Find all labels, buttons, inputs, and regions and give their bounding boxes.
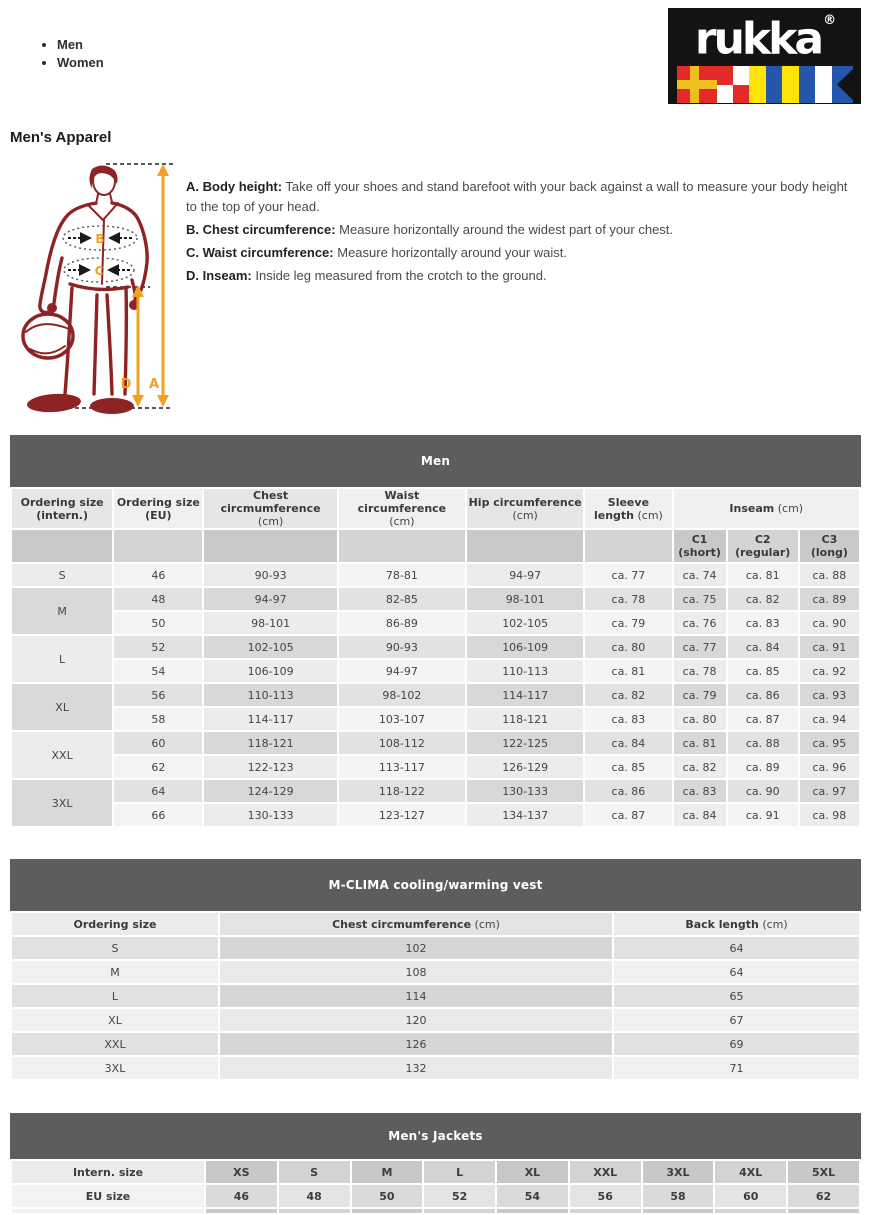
- men-value-cell: ca. 97: [800, 780, 859, 802]
- men-value-cell: 98-101: [467, 588, 583, 610]
- men-col-header: Ordering size (EU): [114, 489, 202, 528]
- men-subheader: C3 (long): [800, 530, 859, 562]
- men-value-cell: 106-109: [204, 660, 336, 682]
- men-value-cell: ca. 95: [800, 732, 859, 754]
- men-value-cell: 62: [114, 756, 202, 778]
- men-value-cell: ca. 76: [674, 612, 726, 634]
- men-value-cell: ca. 78: [674, 660, 726, 682]
- men-table-title: Men: [10, 435, 861, 487]
- men-value-cell: ca. 77: [585, 564, 671, 586]
- chest-measure: [63, 226, 137, 250]
- men-table-row: [12, 708, 859, 730]
- men-col-header: Ordering size (intern.): [12, 489, 112, 528]
- jackets-value-cell: [352, 1209, 423, 1213]
- men-value-cell: 124-129: [204, 780, 336, 802]
- men-value-cell: 60: [114, 732, 202, 754]
- jackets-table-title: Men's Jackets: [10, 1113, 861, 1159]
- men-table-row: [12, 756, 859, 778]
- men-table-row: [12, 660, 859, 682]
- mclima-value-cell: 67: [614, 1009, 859, 1031]
- jackets-value-cell: 54: [497, 1185, 568, 1207]
- men-value-cell: 110-113: [467, 660, 583, 682]
- men-value-cell: ca. 94: [800, 708, 859, 730]
- men-value-cell: 98-101: [204, 612, 336, 634]
- brand-text: rukka: [694, 13, 822, 65]
- men-value-cell: ca. 80: [585, 636, 671, 658]
- men-value-cell: ca. 86: [728, 684, 798, 706]
- measuring-instructions: [186, 156, 861, 420]
- mclima-table-row: [12, 961, 859, 983]
- page-title: Men's Apparel: [10, 129, 112, 146]
- mclima-value-cell: XXL: [12, 1033, 218, 1055]
- men-col-header: Hip circumference (cm): [467, 489, 583, 528]
- men-value-cell: ca. 91: [728, 804, 798, 826]
- jackets-value-cell: [424, 1209, 495, 1213]
- men-value-cell: 48: [114, 588, 202, 610]
- signal-flag-r-icon: [677, 66, 717, 103]
- men-value-cell: 86-89: [339, 612, 465, 634]
- signal-flag-a-icon: [815, 66, 853, 103]
- men-table-row: [12, 732, 859, 754]
- instruction-body-height: A. Body height: Take off your shoes and stand barefoot with your back against a wall to measure your body height to the top of your head.: [186, 179, 848, 214]
- men-value-cell: ca. 84: [585, 732, 671, 754]
- men-value-cell: ca. 81: [674, 732, 726, 754]
- men-value-cell: 110-113: [204, 684, 336, 706]
- body-height-arrow: [149, 164, 169, 407]
- men-value-cell: ca. 81: [585, 660, 671, 682]
- men-value-cell: 113-117: [339, 756, 465, 778]
- mclima-value-cell: 64: [614, 961, 859, 983]
- men-value-cell: ca. 85: [585, 756, 671, 778]
- men-size-cell: XL: [12, 684, 112, 730]
- men-value-cell: 98-102: [339, 684, 465, 706]
- mclima-table-block: [10, 859, 861, 1081]
- men-subheader-empty: [467, 530, 583, 562]
- men-value-cell: 90-93: [204, 564, 336, 586]
- measuring-guide: [10, 156, 861, 420]
- mclima-col-header: Ordering size: [12, 913, 218, 935]
- jackets-table-row: [12, 1185, 859, 1207]
- men-table-row: [12, 564, 859, 586]
- men-table-row: [12, 684, 859, 706]
- waist-label: C: [94, 264, 104, 278]
- helmet-icon: [23, 314, 73, 358]
- jackets-value-cell: [206, 1209, 277, 1213]
- men-value-cell: 108-112: [339, 732, 465, 754]
- jackets-value-cell: XL: [497, 1161, 568, 1183]
- men-size-cell: XXL: [12, 732, 112, 778]
- brand-wordmark: [668, 10, 861, 65]
- men-value-cell: 114-117: [204, 708, 336, 730]
- instruction-chest: B. Chest circumference: Measure horizontally around the widest part of your chest.: [186, 222, 674, 237]
- men-value-cell: ca. 78: [585, 588, 671, 610]
- men-value-cell: 50: [114, 612, 202, 634]
- men-value-cell: ca. 85: [728, 660, 798, 682]
- jackets-value-cell: 62: [788, 1185, 859, 1207]
- men-size-cell: L: [12, 636, 112, 682]
- men-value-cell: ca. 83: [585, 708, 671, 730]
- jackets-value-cell: [788, 1209, 859, 1213]
- men-subheader-empty: [114, 530, 202, 562]
- mclima-value-cell: 64: [614, 937, 859, 959]
- men-value-cell: 102-105: [204, 636, 336, 658]
- men-value-cell: ca. 84: [728, 636, 798, 658]
- men-subheader-empty: [585, 530, 671, 562]
- men-value-cell: 94-97: [339, 660, 465, 682]
- men-value-cell: 94-97: [204, 588, 336, 610]
- men-value-cell: 130-133: [204, 804, 336, 826]
- men-value-cell: 102-105: [467, 612, 583, 634]
- men-value-cell: ca. 90: [728, 780, 798, 802]
- mclima-value-cell: 102: [220, 937, 612, 959]
- men-table-row: [12, 804, 859, 826]
- mclima-value-cell: 126: [220, 1033, 612, 1055]
- men-value-cell: 90-93: [339, 636, 465, 658]
- jackets-clipped-row: [12, 1209, 859, 1213]
- men-value-cell: ca. 91: [800, 636, 859, 658]
- mclima-value-cell: M: [12, 961, 218, 983]
- men-value-cell: 66: [114, 804, 202, 826]
- jackets-value-cell: XXL: [570, 1161, 641, 1183]
- instruction-waist: C. Waist circumference: Measure horizontally around your waist.: [186, 245, 568, 260]
- signal-flag-k-icon: [749, 66, 782, 103]
- mclima-value-cell: 71: [614, 1057, 859, 1079]
- jackets-size-table: [10, 1159, 861, 1215]
- men-value-cell: ca. 93: [800, 684, 859, 706]
- registered-mark: ®: [823, 13, 837, 28]
- men-value-cell: ca. 88: [728, 732, 798, 754]
- mclima-table-row: [12, 1057, 859, 1079]
- instruction-inseam: D. Inseam: Inside leg measured from the crotch to the ground.: [186, 268, 547, 283]
- men-value-cell: ca. 81: [728, 564, 798, 586]
- jackets-value-cell: [497, 1209, 568, 1213]
- men-value-cell: ca. 82: [585, 684, 671, 706]
- men-value-cell: ca. 83: [674, 780, 726, 802]
- men-value-cell: ca. 89: [728, 756, 798, 778]
- men-value-cell: 122-123: [204, 756, 336, 778]
- men-subheader-empty: [339, 530, 465, 562]
- men-value-cell: ca. 92: [800, 660, 859, 682]
- mclima-value-cell: S: [12, 937, 218, 959]
- men-size-table: [10, 487, 861, 828]
- men-col-header: Chest circmumference (cm): [204, 489, 336, 528]
- men-value-cell: ca. 96: [800, 756, 859, 778]
- mclima-value-cell: 69: [614, 1033, 859, 1055]
- mclima-value-cell: 108: [220, 961, 612, 983]
- jackets-value-cell: 60: [715, 1185, 786, 1207]
- men-value-cell: 56: [114, 684, 202, 706]
- men-value-cell: 64: [114, 780, 202, 802]
- men-value-cell: 126-129: [467, 756, 583, 778]
- jackets-row-label: Intern. size: [12, 1161, 204, 1183]
- men-value-cell: ca. 89: [800, 588, 859, 610]
- men-value-cell: 122-125: [467, 732, 583, 754]
- men-table-row: [12, 612, 859, 634]
- men-col-header: Waist circumference (cm): [339, 489, 465, 528]
- men-value-cell: ca. 79: [585, 612, 671, 634]
- men-value-cell: ca. 98: [800, 804, 859, 826]
- men-value-cell: 118-121: [204, 732, 336, 754]
- measurement-figure: [10, 156, 178, 420]
- mclima-value-cell: XL: [12, 1009, 218, 1031]
- men-value-cell: 103-107: [339, 708, 465, 730]
- jackets-value-cell: 56: [570, 1185, 641, 1207]
- men-table-row: [12, 780, 859, 802]
- jackets-value-cell: 48: [279, 1185, 350, 1207]
- jackets-row-label: EU size: [12, 1185, 204, 1207]
- chest-label: B: [95, 232, 105, 246]
- men-value-cell: ca. 80: [674, 708, 726, 730]
- men-size-cell: M: [12, 588, 112, 634]
- jackets-value-cell: [715, 1209, 786, 1213]
- men-value-cell: 82-85: [339, 588, 465, 610]
- men-value-cell: ca. 88: [800, 564, 859, 586]
- mclima-value-cell: 132: [220, 1057, 612, 1079]
- men-value-cell: ca. 74: [674, 564, 726, 586]
- mclima-value-cell: 3XL: [12, 1057, 218, 1079]
- jackets-table-block: [10, 1113, 861, 1215]
- waist-measure: [64, 258, 134, 282]
- signal-flag-k2-icon: [782, 66, 815, 103]
- men-value-cell: 52: [114, 636, 202, 658]
- jackets-value-cell: M: [352, 1161, 423, 1183]
- jackets-value-cell: [279, 1209, 350, 1213]
- men-value-cell: ca. 82: [728, 588, 798, 610]
- men-table-row: [12, 588, 859, 610]
- men-value-cell: ca. 82: [674, 756, 726, 778]
- mclima-table-row: [12, 1009, 859, 1031]
- body-height-label: A: [148, 377, 160, 392]
- mclima-col-header: Chest circmumference (cm): [220, 913, 612, 935]
- men-value-cell: 46: [114, 564, 202, 586]
- inseam-label: D: [120, 377, 132, 392]
- men-table-block: [10, 435, 861, 828]
- jackets-value-cell: 3XL: [643, 1161, 714, 1183]
- jackets-value-cell: 58: [643, 1185, 714, 1207]
- men-subheader-empty: [204, 530, 336, 562]
- men-table-row: [12, 636, 859, 658]
- men-value-cell: 106-109: [467, 636, 583, 658]
- rukka-logo[interactable]: [668, 8, 861, 104]
- men-col-header-inseam: Inseam (cm): [674, 489, 859, 528]
- men-value-cell: ca. 87: [728, 708, 798, 730]
- signal-flags-row: [677, 66, 853, 103]
- men-subheader: C1 (short): [674, 530, 726, 562]
- jackets-table-row: [12, 1161, 859, 1183]
- men-value-cell: 118-122: [339, 780, 465, 802]
- mclima-size-table: [10, 911, 861, 1081]
- mclima-table-title: M-CLIMA cooling/warming vest: [10, 859, 861, 911]
- men-size-cell: 3XL: [12, 780, 112, 826]
- mclima-value-cell: 114: [220, 985, 612, 1007]
- men-value-cell: 114-117: [467, 684, 583, 706]
- mclima-value-cell: L: [12, 985, 218, 1007]
- mclima-table-row: [12, 985, 859, 1007]
- men-value-cell: 130-133: [467, 780, 583, 802]
- jackets-value-cell: [643, 1209, 714, 1213]
- men-value-cell: ca. 79: [674, 684, 726, 706]
- men-value-cell: 54: [114, 660, 202, 682]
- men-size-cell: S: [12, 564, 112, 586]
- men-value-cell: ca. 87: [585, 804, 671, 826]
- jackets-value-cell: 5XL: [788, 1161, 859, 1183]
- men-value-cell: 58: [114, 708, 202, 730]
- mclima-value-cell: 120: [220, 1009, 612, 1031]
- jackets-row-label: [12, 1209, 204, 1213]
- men-value-cell: 94-97: [467, 564, 583, 586]
- men-col-header: Sleeve length (cm): [585, 489, 671, 528]
- men-value-cell: ca. 75: [674, 588, 726, 610]
- jackets-value-cell: [570, 1209, 641, 1213]
- men-value-cell: ca. 86: [585, 780, 671, 802]
- jackets-value-cell: XS: [206, 1161, 277, 1183]
- men-value-cell: 78-81: [339, 564, 465, 586]
- mclima-table-row: [12, 937, 859, 959]
- men-value-cell: 123-127: [339, 804, 465, 826]
- men-value-cell: 134-137: [467, 804, 583, 826]
- mclima-table-row: [12, 1033, 859, 1055]
- men-value-cell: ca. 77: [674, 636, 726, 658]
- mclima-col-header: Back length (cm): [614, 913, 859, 935]
- nav-link-women[interactable]: • Women: [57, 54, 861, 72]
- jackets-value-cell: S: [279, 1161, 350, 1183]
- jackets-value-cell: L: [424, 1161, 495, 1183]
- men-value-cell: ca. 84: [674, 804, 726, 826]
- mclima-value-cell: 65: [614, 985, 859, 1007]
- signal-flag-u-icon: [717, 66, 749, 103]
- men-value-cell: ca. 83: [728, 612, 798, 634]
- men-subheader-empty: [12, 530, 112, 562]
- men-value-cell: ca. 90: [800, 612, 859, 634]
- jackets-value-cell: 46: [206, 1185, 277, 1207]
- men-value-cell: 118-121: [467, 708, 583, 730]
- men-subheader: C2 (regular): [728, 530, 798, 562]
- jackets-value-cell: 50: [352, 1185, 423, 1207]
- jackets-value-cell: 4XL: [715, 1161, 786, 1183]
- jackets-value-cell: 52: [424, 1185, 495, 1207]
- nav-link-men[interactable]: • Men: [57, 36, 861, 54]
